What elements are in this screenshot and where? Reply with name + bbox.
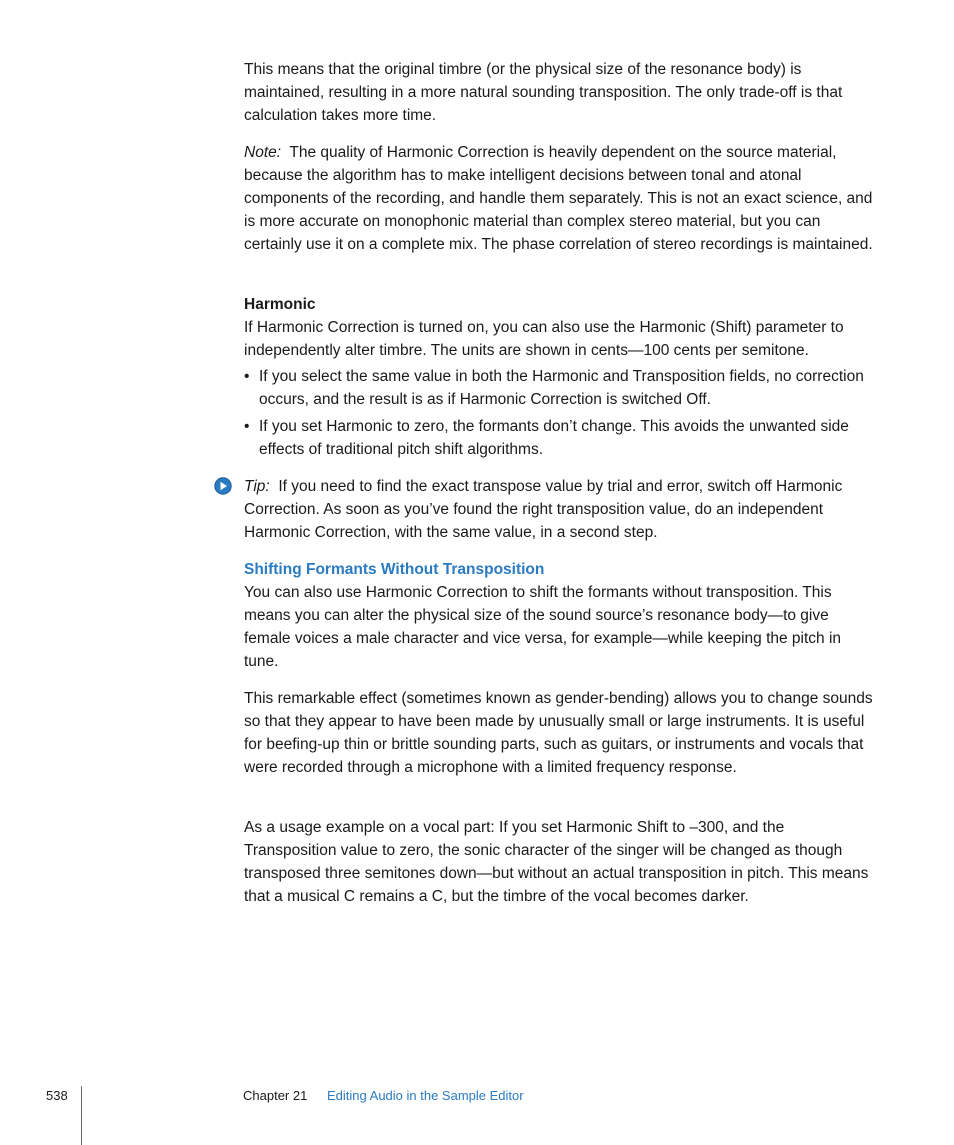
tip-paragraph [244, 475, 874, 544]
bullet-marker: • [244, 368, 250, 385]
paragraph-text: This means that the original timbre (or the physical size of the resonance body) is maintained, resulting in a more natural sounding transposition. The only trade-off is that calculation takes more time. [244, 61, 843, 124]
bullet-marker: • [244, 418, 250, 435]
chapter-label: Chapter 21 [243, 1088, 308, 1103]
chapter-title-link[interactable]: Editing Audio in the Sample Editor [327, 1088, 524, 1103]
page-number: 538 [46, 1088, 68, 1103]
heading-shifting-formants: Shifting Formants Without Transposition [244, 561, 545, 578]
heading-harmonic: Harmonic [244, 296, 316, 313]
paragraph-shift-formants [244, 581, 874, 673]
bullet-text: If you set Harmonic to zero, the formants don’t change. This avoids the unwanted side effects of traditional pitch shift algorithms. [259, 418, 849, 458]
tip-label: Tip: [244, 478, 270, 495]
paragraph-timbre [244, 58, 874, 127]
paragraph-harmonic [244, 316, 874, 362]
paragraph-usage-example [244, 816, 874, 908]
footer-divider [81, 1086, 82, 1145]
bullet-item [244, 415, 874, 461]
bullet-text: If you select the same value in both the Harmonic and Transposition fields, no correction occurs, and the result is as if Harmonic Correction is switched Off. [259, 368, 864, 408]
paragraph-text: You can also use Harmonic Correction to shift the formants without transposition. This means you can alter the physical size of the sound source’s resonance body—to give female voices a male character and vice versa, for example—while keeping the pitch in tune. [244, 584, 842, 670]
bullet-item [244, 365, 874, 411]
tip-arrow-icon [214, 477, 232, 495]
paragraph-text: As a usage example on a vocal part: If you set Harmonic Shift to –300, and the Transposition value to zero, the sonic character of the singer will be changed as though transposed three semitones down—but without an actual transposition in pitch. This means that a musical C remains a C, but the timbre of the vocal becomes darker. [244, 819, 869, 905]
paragraph-text: If Harmonic Correction is turned on, you can also use the Harmonic (Shift) parameter to independently alter timbre. The units are shown in cents—100 cents per semitone. [244, 319, 844, 359]
note-paragraph [244, 141, 874, 256]
paragraph-gender-bending [244, 687, 874, 779]
tip-text: If you need to find the exact transpose value by trial and error, switch off Harmonic Correction. As soon as you’ve found the right transposition value, do an independent Harmonic Correction, with the same value, in a second step. [244, 478, 843, 541]
note-label: Note: [244, 144, 282, 161]
paragraph-text: This remarkable effect (sometimes known as gender-bending) allows you to change sounds so that they appear to have been made by unusually small or large instruments. It is useful for beefing-up thin or brittle sounding parts, such as guitars, or instruments and vocals that were recorded through a microphone with a limited frequency response. [244, 690, 873, 776]
note-text: The quality of Harmonic Correction is heavily dependent on the source material, because the algorithm has to make intelligent decisions between tonal and atonal components of the recording, and handle them separately. This is not an exact science, and is more accurate on monophonic material than complex stereo material, but you can certainly use it on a complete mix. The phase correlation of stereo recordings is maintained. [244, 144, 873, 253]
